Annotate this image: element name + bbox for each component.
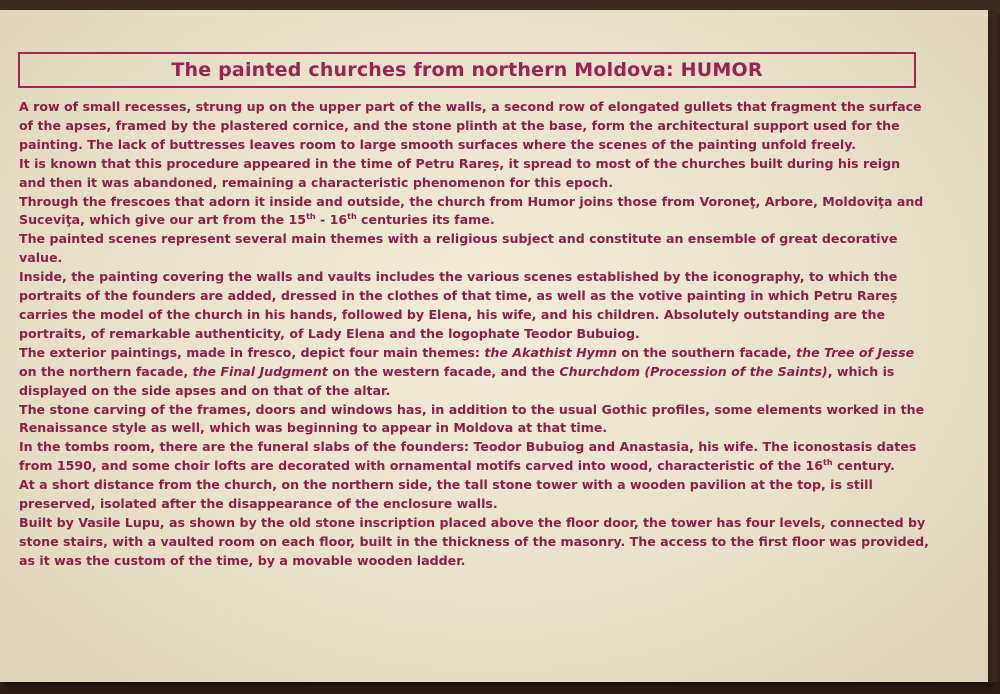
paragraph-exterior-text: on the southern facade, — [616, 344, 797, 360]
page-title: The painted churches from northern Moldova: HUMOR — [171, 59, 763, 81]
paragraph-tombs-text: In the tombs room, there are the funeral slabs of the founders: Teodor Bubuiog and Anastasia, his wife. The iconostasis dates from 1590, and some choir lofts are decorated with ornamental motifs carved into wood, characteristic of the 16 — [19, 439, 917, 474]
ordinal-suffix: th — [347, 212, 357, 222]
paragraph-vasile-lupu: Built by Vasile Lupu, as shown by the old stone inscription placed above the floor door, the tower has four levels, connected by stone stairs, with a vaulted room on each floor, built in the thickness of the masonry. The access to the first floor was provided, as it was the custom of the time, by a movable wooden ladder. — [19, 514, 929, 568]
ordinal-suffix: th — [823, 458, 833, 468]
theme-akathist-hymn: the Akathist Hymn — [484, 344, 617, 360]
paragraph-tombs-text: century. — [832, 458, 895, 474]
theme-final-judgment: the Final Judgment — [192, 363, 328, 379]
paragraph-frescoes — [19, 193, 929, 231]
paragraph-themes: The painted scenes represent several main themes with a religious subject and constitute an ensemble of great decorative value. — [19, 231, 898, 266]
theme-churchdom: Churchdom (Procession of the Saints) — [559, 363, 828, 379]
paragraph-frescoes-text: centuries its fame. — [356, 212, 495, 228]
paragraph-exterior-text: The exterior paintings, made in fresco, depict four main themes: — [19, 344, 485, 360]
paragraph-stone-carving: The stone carving of the frames, doors and windows has, in addition to the usual Gothic profiles, some elements worked in the Renaissance style as well, which was beginning to appear in Moldova at that time. — [19, 401, 925, 436]
paragraph-exterior-text: on the western facade, and the — [327, 363, 560, 379]
paragraph-exterior-text: , which is displayed on the side apses and on that of the altar. — [19, 363, 895, 398]
paragraph-frescoes-text: Through the frescoes that adorn it inside and outside, the church from Humor joins those from Voroneţ, Arbore, Moldoviţa and Suceviţa, which give our art from the 15 — [19, 193, 924, 228]
paragraph-frescoes-text: - 16 — [315, 212, 348, 228]
ordinal-suffix: th — [306, 212, 316, 222]
board-edge-bottom — [0, 682, 1000, 694]
paragraph-tower: At a short distance from the church, on the northern side, the tall stone tower with a wooden pavilion at the top, is still preserved, isolated after the disappearance of the enclosure walls. — [19, 477, 873, 512]
title-frame — [18, 52, 916, 88]
body-text — [19, 98, 929, 571]
paragraph-exterior — [19, 344, 929, 401]
theme-tree-of-jesse: the Tree of Jesse — [796, 344, 915, 360]
paragraph-tombs-room — [19, 438, 929, 476]
paragraph-exterior-text: on the northern facade, — [19, 363, 193, 379]
board-edge-right — [988, 14, 1000, 684]
paragraph-interior: Inside, the painting covering the walls and vaults includes the various scenes established by the iconography, to which the portraits of the founders are added, dressed in the clothes of that time, as well as the votive painting in which Petru Rareș carries the model of the church in his hands, followed by Elena, his wife, and his children. Absolutely outstanding are the portraits, of remarkable authenticity, of Lady Elena and the logophate Teodor Bubuiog. — [19, 269, 898, 341]
paragraph-architecture: A row of small recesses, strung up on the upper part of the walls, a second row of elongated gullets that fragment the surface of the apses, framed by the plastered cornice, and the stone plinth at the base, form the architectural support used for the painting. The lack of buttresses leaves room to large smooth surfaces where the scenes of the painting unfold freely. — [19, 99, 922, 152]
paragraph-procedure: It is known that this procedure appeared in the time of Petru Rareș, it spread to most of the churches built during his reign and then it was abandoned, remaining a characteristic phenomenon for this epoch. — [19, 155, 901, 190]
